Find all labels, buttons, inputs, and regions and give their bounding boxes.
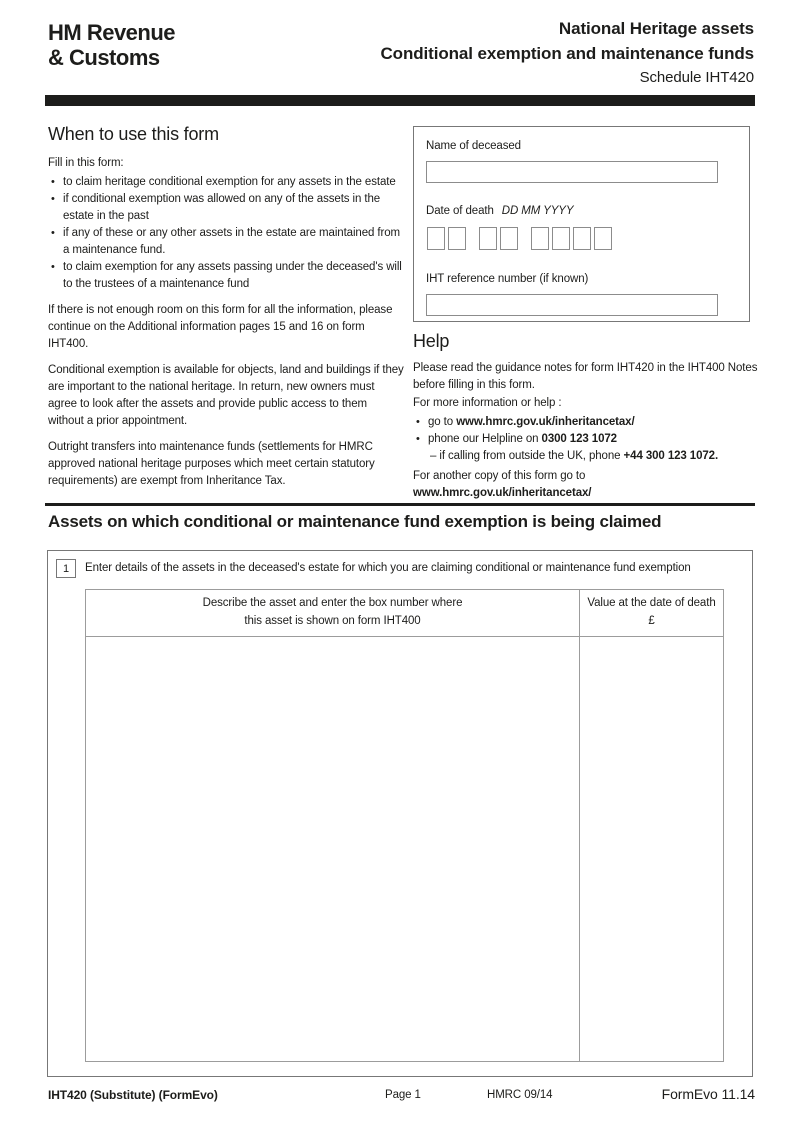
date-of-death-inputs [427, 227, 615, 250]
describe-asset-header-line2: this asset is shown on form IHT400 [244, 615, 421, 627]
name-of-deceased-label: Name of deceased [426, 140, 521, 152]
dod-year-box-1[interactable] [531, 227, 549, 250]
deceased-details-box [413, 126, 750, 322]
dod-year-box-2[interactable] [552, 227, 570, 250]
hmrc-logo-line1: HM Revenue [48, 20, 176, 45]
date-of-death-label-text: Date of death [426, 205, 494, 217]
when-to-use-section [48, 121, 404, 499]
date-group-gap [521, 227, 531, 250]
iht-reference-label: IHT reference number (if known) [426, 273, 589, 285]
header-divider-bar [45, 95, 755, 106]
dod-day-box-2[interactable] [448, 227, 466, 250]
section-divider-rule [45, 503, 755, 506]
value-header-currency-symbol: £ [648, 615, 655, 627]
value-header-line1: Value at the date of death [587, 597, 716, 610]
dod-month-box-1[interactable] [479, 227, 497, 250]
help-bullet-website [413, 414, 758, 431]
outright-transfers-paragraph: Outright transfers into maintenance funds (settlements for HMRC approved national heritage purposes which meet certain statutory requirements) are exempt from Inheritance Tax. [48, 440, 375, 487]
dod-year-box-3[interactable] [573, 227, 591, 250]
help-bullet-phone [413, 431, 758, 465]
assets-section-heading: Assets on which conditional or maintenance fund exemption is being claimed [48, 512, 662, 531]
form-schedule-number: Schedule IHT420 [639, 69, 754, 86]
outside-uk-number: +44 300 123 1072. [623, 449, 719, 462]
another-copy-line [413, 468, 758, 502]
not-enough-room-paragraph: If there is not enough room on this form for all the information, please continue on the Additional information pages 15 and 16 on form IHT400. [48, 303, 393, 350]
asset-description-cell[interactable] [86, 637, 580, 1061]
help-bullet-list [413, 414, 758, 465]
footer-formevo-version: FormEvo 11.14 [661, 1086, 755, 1102]
assets-table-body-row [86, 637, 723, 1061]
when-bullet-4: • to claim exemption for any assets passing under the deceased's will to the trustees of a maintenance fund [48, 259, 404, 293]
iht-reference-input[interactable] [426, 294, 718, 316]
describe-asset-column-header [86, 590, 580, 636]
conditional-exemption-paragraph: Conditional exemption is available for objects, land and buildings if they are important to the national heritage. In return, new owners must agree to look after the assets and provide public access to them without a prior appointment. [48, 363, 404, 427]
help-more-info-intro: For more information or help : [413, 396, 562, 409]
footer-hmrc-version: HMRC 09/14 [487, 1089, 553, 1101]
question-number-badge: 1 [56, 559, 76, 578]
form-title-line1: National Heritage assets [558, 19, 754, 38]
describe-asset-header-line1: Describe the asset and enter the box number where [202, 597, 463, 610]
helpline-text: phone our Helpline on [428, 432, 542, 445]
when-to-use-bullet-list [48, 174, 404, 293]
hmrc-logo [48, 20, 175, 70]
go-to-text: go to [428, 415, 457, 428]
dod-month-box-2[interactable] [500, 227, 518, 250]
when-bullet-1: • to claim heritage conditional exemption for any assets in the estate [48, 174, 404, 191]
outside-uk-text: – if calling from outside the UK, phone [430, 449, 624, 462]
form-title-block [380, 16, 754, 90]
helpline-number: 0300 123 1072 [541, 432, 617, 445]
hmrc-logo-line2: & Customs [48, 45, 160, 70]
question-1-text: Enter details of the assets in the deceased's estate for which you are claiming conditional or maintenance fund exemption [85, 562, 691, 574]
footer-form-id: IHT420 (Substitute) (FormEvo) [48, 1088, 218, 1102]
fill-in-intro: Fill in this form: [48, 156, 124, 169]
help-heading: Help [413, 331, 450, 351]
date-of-death-label [426, 205, 573, 217]
dod-year-box-4[interactable] [594, 227, 612, 250]
assets-table-header-row [86, 590, 723, 637]
form-title-line2: Conditional exemption and maintenance funds [380, 44, 754, 63]
value-column-header [580, 590, 723, 636]
assets-table [85, 589, 724, 1062]
another-copy-url: www.hmrc.gov.uk/inheritancetax/ [413, 486, 592, 499]
another-copy-text: For another copy of this form go to [413, 469, 586, 482]
outside-uk-line [428, 448, 758, 465]
inheritance-tax-url: www.hmrc.gov.uk/inheritancetax/ [456, 415, 635, 428]
footer-page-number: Page 1 [385, 1089, 421, 1101]
when-to-use-heading: When to use this form [48, 124, 219, 144]
dod-day-box-1[interactable] [427, 227, 445, 250]
when-bullet-3: • if any of these or any other assets in the estate are maintained from a maintenance fund. [48, 225, 404, 259]
when-bullet-2: • if conditional exemption was allowed on any of the assets in the estate in the past [48, 191, 404, 225]
asset-value-cell[interactable] [580, 637, 723, 1061]
help-section [413, 328, 758, 502]
question-1-box [47, 550, 753, 1077]
date-group-gap [469, 227, 479, 250]
date-format-hint: DD MM YYYY [501, 205, 574, 217]
name-of-deceased-input[interactable] [426, 161, 718, 183]
help-guidance-paragraph: Please read the guidance notes for form IHT420 in the IHT400 Notes before filling in this form. [413, 361, 758, 391]
